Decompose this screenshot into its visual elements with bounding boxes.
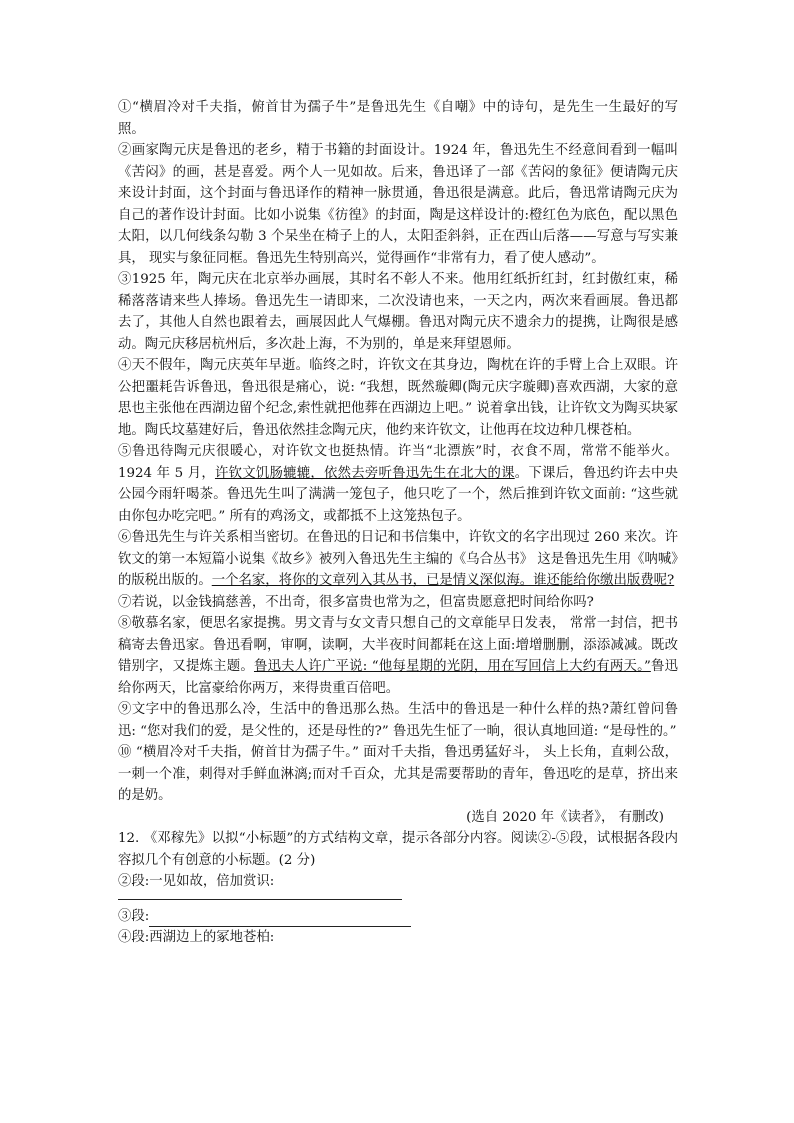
- paragraph-8-text-b: 鲁迅给你两天，比富豪给你两万，来得贵重百倍吧。: [118, 659, 679, 696]
- question-12: 12. 《邓稼先》以拟“小标题”的方式结构文章，提示各部分内容。阅读②-⑤段，试根据各段内容拟几个有创意的小标题。(2 分): [118, 831, 678, 868]
- paragraph-9: ⑨文字中的鲁迅那么冷，生活中的鲁迅那么热。生活中的鲁迅是一种什么样的热?萧红曾问鲁迅: “您对我们的爱，是父性的，还是母性的?” 鲁迅先生怔了一晌，很认真地回道: “是母性的。”: [118, 702, 678, 739]
- paragraph-6-underlined-sentence: 一个名家，将你的文章列入其丛书，已是情义深似海。谁还能给你缴出版费呢?: [211, 573, 675, 588]
- paragraph-8: [118, 613, 678, 699]
- paragraph-8-text-a: ⑧敬慕名家，便思名家提携。男文青与女文青只想自己的文章能早日发表， 常常一封信，把书稿寄去鲁迅家。鲁迅看啊，审啊，读啊，大半夜时间都耗在这上面:增增删删，添添减减。既改错别字，又提炼主题。: [118, 616, 678, 674]
- paragraph-7: ⑦若说，以金钱搞慈善，不出奇，很多富贵也常为之，但富贵愿意把时间给你吗?: [118, 594, 594, 610]
- paragraph-5-text-b: 。下课后，鲁迅约许去中央公园今雨轩喝茶。鲁迅先生叫了满满一笼包子，他只吃了一个，然后推到许钦文面前: “这些就由你包办吃完吧。” 所有的鸡汤文，或都抵不上这笼热包子。: [118, 465, 679, 524]
- paragraph-6: [118, 527, 678, 592]
- answer-blank-line-2[interactable]: [118, 899, 402, 900]
- paragraph-5: [118, 441, 678, 527]
- paragraph-8-underlined-sentence: 鲁迅夫人许广平说: “他每星期的光阴，用在写回信上大约有两天。”: [253, 659, 651, 674]
- question-item-2: ②段:一见如故，倍加赏识:: [118, 874, 275, 889]
- paragraph-5-underlined-sentence: 许钦文饥肠辘辘，依然去旁听鲁迅先生在北大的课: [214, 465, 515, 481]
- source-citation: (选自 2020 年《读者》， 有删改): [466, 809, 664, 825]
- question-item-3-label: ③段:: [118, 908, 150, 924]
- question-item-3: [118, 906, 678, 928]
- paragraph-6-text-a: ⑥鲁迅先生与许关系相当密切。在鲁迅的日记和书信集中，许钦文的名字出现过 260 来次。许钦文的第一本短篇小说集《故乡》被列入鲁迅先生主编的《乌合丛书》 这是鲁迅先生用《呐喊》的版税出版的。: [118, 530, 678, 588]
- paragraph-10: ⑩ “横眉冷对千夫指，俯首甘为孺子牛。” 面对千夫指，鲁迅勇猛好斗， 头上长角，直刺公敌，一刺一个准，刺得对手鲜血淋漓;而对千百众，尤其是需要帮助的青年，鲁迅吃的是草，挤出来的是奶。: [118, 745, 678, 803]
- document-body: [118, 97, 678, 949]
- question-item-4: ④段:西湖边上的冢地苍柏:: [118, 930, 275, 945]
- paragraph-1: ①“横眉冷对千夫指，俯首甘为孺子牛”是鲁迅先生《自嘲》中的诗句，是先生一生最好的写照。: [118, 100, 678, 137]
- answer-blank-line-3[interactable]: [149, 912, 411, 927]
- paragraph-3: ③1925 年，陶元庆在北京举办画展，其时名不彰人不来。他用红纸折红封，红封傲红束，稀稀落落请来些人捧场。鲁迅先生一请即来，二次没请也来，一天之内，两次来看画展。鲁迅都去了，其他人自然也跟着去，画展因此人气爆棚。鲁迅对陶元庆不遗余力的提携，让陶很是感动。陶元庆移居杭州后，多次赴上海，不为别的，单是来拜望恩师。: [118, 272, 678, 352]
- paragraph-4: ④天不假年，陶元庆英年早逝。临终之时，许钦文在其身边，陶枕在许的手臂上合上双眼。许公把噩耗告诉鲁迅，鲁迅很是痛心，说: “我想，既然璇卿(陶元庆字璇卿)喜欢西湖，大家的意思也主张他在西湖边留个纪念,索性就把他葬在西湖边上吧。” 说着拿出钱，让许钦文为陶买块冢地。陶氏坟墓建好后，鲁迅依然挂念陶元庆，他约来许钦文，让他再在坟边种几棵苍柏。: [118, 358, 678, 438]
- paragraph-5-text-a: ⑤鲁迅待陶元庆很暖心，对许钦文也挺热情。许当“北漂族”时，衣食不周，常常不能举火。1924 年 5 月，: [118, 444, 678, 481]
- paragraph-2: ②画家陶元庆是鲁迅的老乡，精于书籍的封面设计。1924 年，鲁迅先生不经意间看到一幅叫《苦闷》的画，甚是喜爱。两个人一见如故。后来，鲁迅译了一部《苦闷的象征》便请陶元庆来设计封面，这个封面与鲁迅译作的精神一脉贯通，鲁迅很是满意。此后，鲁迅常请陶元庆为自己的著作设计封面。比如小说集《彷徨》的封面，陶是这样设计的:橙红色为底色，配以黑色太阳，以几何线条勾勒 3 个呆坐在椅子上的人，太阳歪斜斜，正在西山后落——写意与写实兼具， 现实与象征同框。鲁迅先生特别高兴，觉得画作“非常有力，看了使人感动”。: [118, 143, 678, 266]
